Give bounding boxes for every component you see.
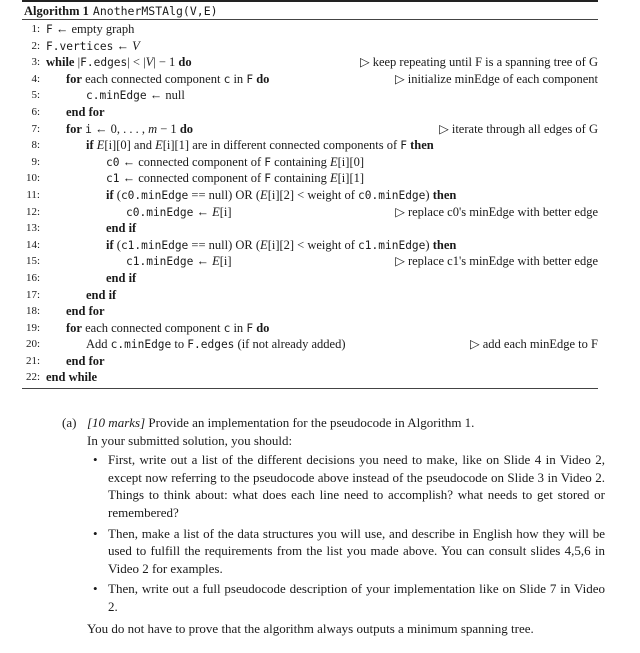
instruction-list: [60, 451, 605, 615]
code-line: [22, 237, 598, 254]
code-text: [106, 154, 364, 172]
code-fragment: [i][2] < weight of: [267, 187, 359, 202]
code-fragment: [i][1] are in different connected components of: [162, 138, 401, 153]
code-fragment: | < |: [127, 55, 146, 70]
line-number: 21:: [25, 354, 40, 367]
line-number: 20:: [25, 338, 40, 351]
code-fragment: − 1: [157, 121, 180, 136]
code-text: [86, 336, 345, 354]
code-fragment: E: [260, 187, 268, 202]
code-identifier: F: [400, 139, 407, 153]
code-identifier: F: [246, 321, 254, 335]
keyword: end if: [106, 270, 137, 285]
line-number: 14:: [25, 238, 40, 251]
code-fragment: to: [171, 337, 188, 352]
code-fragment: E: [212, 254, 220, 269]
code-identifier: F.edges: [80, 56, 128, 70]
algorithm-caption: [22, 2, 598, 19]
code-identifier: c1.minEdge: [120, 238, 189, 252]
code-fragment: [i][0]: [337, 154, 365, 169]
code-fragment: m: [148, 121, 158, 136]
line-number: 8:: [31, 139, 40, 152]
code-identifier: F: [264, 155, 271, 169]
keyword: then: [432, 187, 457, 202]
code-fragment: (if not already added): [234, 337, 346, 352]
code-line: [22, 270, 598, 287]
code-text: [66, 121, 193, 139]
code-line: [22, 71, 598, 88]
code-fragment: [i][2] < weight of: [267, 237, 359, 252]
line-number: 5:: [31, 89, 40, 102]
code-fragment: == null) OR (: [188, 237, 261, 252]
line-comment: ▷ replace c1's minEdge with better edge: [395, 254, 598, 269]
code-fragment: ← 0, . . . ,: [91, 121, 149, 136]
code-line: [22, 303, 598, 320]
line-number: 3:: [31, 56, 40, 69]
code-line: [22, 170, 598, 187]
line-number: 4:: [31, 72, 40, 85]
question-section: [60, 414, 605, 637]
code-text: [46, 21, 134, 39]
code-fragment: Add: [86, 337, 111, 352]
code-identifier: c1: [106, 172, 120, 186]
code-text: [106, 237, 456, 255]
keyword: if: [86, 138, 94, 153]
code-text: [126, 253, 232, 271]
code-fragment: ): [425, 187, 433, 202]
code-line: [22, 353, 598, 370]
code-identifier: F: [264, 172, 271, 186]
code-fragment: ←: [113, 38, 133, 53]
code-line: [22, 204, 598, 221]
code-fragment: V: [132, 38, 140, 53]
code-fragment: ← connected component of: [119, 171, 265, 186]
code-text: [86, 87, 185, 105]
line-number: 1:: [31, 23, 40, 35]
code-fragment: == null) OR (: [188, 187, 261, 202]
code-text: [86, 137, 434, 155]
code-identifier: c0.minEdge: [120, 188, 189, 202]
line-number: 18:: [25, 305, 40, 318]
code-fragment: | − 1: [153, 55, 179, 70]
keyword: then: [407, 138, 434, 153]
code-identifier: F: [246, 72, 254, 86]
code-fragment: E: [212, 204, 220, 219]
code-fragment: V: [145, 55, 154, 70]
code-line: [22, 54, 598, 71]
keyword: end if: [106, 221, 137, 236]
keyword: end for: [66, 353, 105, 368]
algorithm-lines: [22, 20, 598, 386]
code-identifier: c: [223, 321, 231, 335]
code-line: [22, 336, 598, 353]
code-fragment: containing: [270, 154, 330, 169]
code-identifier: c.minEdge: [86, 89, 147, 103]
line-comment: ▷ replace c0's minEdge with better edge: [395, 204, 598, 219]
keyword: end while: [46, 370, 98, 385]
code-fragment: each connected component: [81, 320, 224, 335]
line-number: 13:: [25, 222, 40, 235]
keyword: end for: [66, 104, 105, 119]
keyword: while: [46, 55, 75, 70]
instruction-item: • First, write out a list of the different decisions you need to make, like on Slide 4 in Video 2, except now referring to the pseudocode above instead of the pseudocode on Slide 3 in Video 2. Things to think about: what does each line need to accomplish? what needs to get stored or remembered?: [108, 451, 605, 521]
code-fragment: ): [425, 237, 433, 252]
code-line: [22, 104, 598, 121]
code-identifier: F.vertices: [46, 39, 114, 53]
instruction-item: • Then, make a list of the data structures you will use, and describe in English how they will be used to fulfill the requirements from the list you made above. You can consult slides 4,5,6 in Video 2 for examples.: [108, 525, 605, 578]
line-number: 10:: [25, 172, 40, 185]
question-footer: You do not have to prove that the algorithm always outputs a minimum spanning tree.: [87, 620, 534, 636]
code-text: [46, 38, 140, 56]
keyword: if: [106, 237, 114, 252]
question-prompt: Provide an implementation for the pseudocode in Algorithm 1.: [148, 415, 475, 430]
code-fragment: E: [330, 154, 338, 169]
code-fragment: [i]: [219, 254, 232, 269]
code-text: [66, 71, 269, 89]
code-identifier: c0.minEdge: [126, 205, 194, 219]
code-fragment: [i]: [219, 204, 232, 219]
algorithm-label: Algorithm 1: [24, 4, 89, 18]
algorithm-box: [22, 0, 598, 389]
code-fragment: [i][0] and: [104, 138, 156, 153]
code-fragment: ← connected component of: [119, 154, 265, 169]
code-text: [46, 369, 97, 386]
code-fragment: E: [96, 138, 105, 153]
line-number: 15:: [25, 255, 40, 268]
keyword: end if: [86, 287, 117, 302]
code-text: [126, 204, 232, 222]
question-marks: [10 marks]: [87, 415, 146, 430]
keyword: if: [106, 187, 114, 202]
line-number: 6:: [31, 105, 40, 118]
line-number: 7:: [31, 122, 40, 135]
code-fragment: E: [155, 138, 163, 153]
code-text: [106, 270, 136, 287]
keyword: do: [179, 121, 194, 136]
question-heading: [60, 414, 605, 432]
code-identifier: c.minEdge: [110, 338, 172, 352]
code-fragment: containing: [270, 171, 330, 186]
code-line: [22, 320, 598, 337]
code-text: [106, 220, 136, 237]
code-identifier: c1.minEdge: [126, 255, 194, 269]
line-number: 2:: [31, 39, 40, 52]
code-identifier: c1.minEdge: [358, 238, 426, 252]
code-identifier: i: [85, 122, 92, 136]
code-line: [22, 38, 598, 55]
code-fragment: E: [330, 171, 338, 186]
keyword: for: [66, 121, 82, 136]
code-line: [22, 87, 598, 104]
question-label: (a): [62, 415, 77, 430]
code-fragment: ←: [193, 254, 213, 269]
line-comment: ▷ keep repeating until F is a spanning tree of G: [359, 55, 598, 70]
line-number: 19:: [25, 321, 40, 334]
code-line: [22, 137, 598, 154]
code-text: [106, 170, 364, 188]
line-comment: ▷ add each minEdge to F: [470, 337, 598, 352]
code-fragment: each connected component: [81, 71, 224, 86]
code-line: [22, 220, 598, 237]
code-text: [46, 54, 192, 72]
code-fragment: E: [260, 237, 268, 252]
code-text: [66, 353, 105, 370]
keyword: then: [432, 237, 457, 252]
instruction-item: • Then, write out a full pseudocode description of your implementation like on Slide 7 in Video 2.: [108, 580, 605, 615]
code-line: [22, 21, 598, 38]
code-fragment: ←: [193, 204, 213, 219]
question-intro: In your submitted solution, you should:: [87, 432, 293, 448]
code-line: [22, 121, 598, 138]
code-line: [22, 253, 598, 270]
code-identifier: c0.minEdge: [358, 188, 426, 202]
line-number: 9:: [31, 155, 40, 168]
code-identifier: F.edges: [187, 338, 235, 352]
keyword: do: [253, 71, 270, 86]
code-text: [66, 303, 105, 320]
code-fragment: ← null: [146, 88, 185, 103]
code-text: [86, 287, 116, 304]
code-line: [22, 187, 598, 204]
line-comment: ▷ iterate through all edges of G: [439, 121, 598, 136]
line-number: 17:: [25, 288, 40, 301]
code-text: [66, 320, 269, 338]
keyword: for: [66, 320, 82, 335]
code-fragment: (: [113, 237, 121, 252]
keyword: end for: [66, 304, 105, 319]
code-fragment: ← empty graph: [52, 22, 135, 36]
line-number: 12:: [25, 205, 40, 218]
code-fragment: [i][1]: [337, 171, 365, 186]
code-text: [66, 104, 105, 121]
line-number: 11:: [26, 188, 40, 201]
code-line: [22, 287, 598, 304]
line-number: 16:: [25, 271, 40, 284]
code-fragment: in: [230, 320, 247, 335]
code-identifier: F: [46, 23, 53, 36]
keyword: do: [178, 55, 192, 70]
code-fragment: (: [113, 187, 121, 202]
keyword: for: [66, 71, 82, 86]
algorithm-bottom-rule: [22, 388, 598, 389]
code-line: [22, 154, 598, 171]
code-line: [22, 369, 598, 386]
line-comment: ▷ initialize minEdge of each component: [395, 71, 598, 86]
code-text: [106, 187, 456, 205]
code-identifier: c: [223, 72, 231, 86]
line-number: 22:: [25, 371, 40, 384]
code-identifier: c0: [106, 155, 120, 169]
keyword: do: [253, 320, 270, 335]
algorithm-name: AnotherMSTAlg(V,E): [92, 4, 218, 18]
code-fragment: in: [230, 71, 247, 86]
code-fragment: |: [74, 55, 81, 70]
